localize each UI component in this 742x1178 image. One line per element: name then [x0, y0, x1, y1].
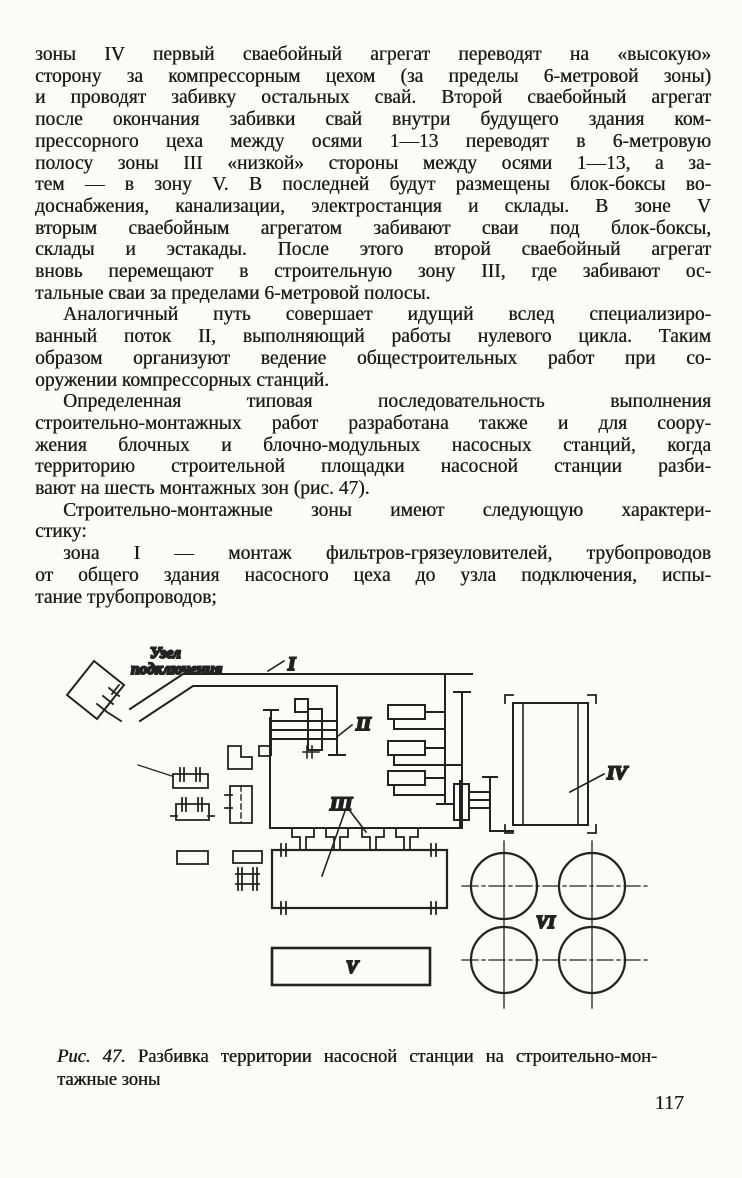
text-line: доснабжения, канализации, электростанция и склады. В зоне V [35, 195, 711, 217]
figure-47-diagram [0, 628, 742, 1040]
text-line: оружении компрессорных станций. [35, 369, 329, 391]
zone-iii-building [272, 811, 447, 914]
text-line: полосу зоны III «низкой» стороны между осями 1—13, а за- [35, 152, 711, 174]
node-label-line1: Узел [150, 645, 181, 662]
text-line: образом организуют ведение общестроительных работ при со- [35, 347, 711, 369]
connection-node-building [67, 661, 124, 721]
text-block [35, 44, 711, 608]
caption-line2: тажные зоны [57, 1070, 161, 1090]
text-line: после окончания забивки свай внутри будущего здания ком- [35, 109, 711, 131]
text-line: вторым сваебойным агрегатом забивают сваи под блок-боксы, [35, 217, 711, 239]
zone-ii-label: II [356, 714, 371, 735]
equipment-symbols [138, 746, 262, 890]
zone-v-label: V [346, 957, 359, 977]
text-line: и проводят забивку остальных свай. Второй сваебойный агрегат [35, 87, 711, 109]
text-line: строительно-монтажных работ разработана также и для соору- [35, 412, 711, 434]
text-line: тание трубопроводов; [35, 586, 217, 608]
text-line: склады и эстакады. После этого второй сваебойный агрегат [35, 239, 711, 261]
text-line: зона I — монтаж фильтров-грязеуловителей, трубопроводов [63, 543, 711, 565]
text-line: ванный поток II, выполняющий работы нулевого цикла. Таким [35, 326, 711, 348]
caption-text: Разбивка территории насосной станции на строительно-мон- [137, 1047, 658, 1067]
text-line: Определенная типовая последовательность выполнения [63, 391, 711, 413]
text-line: от общего здания насосного цеха до узла подключения, испы- [35, 564, 711, 586]
text-line: тальные сваи за пределами 6-метровой полосы. [35, 282, 431, 304]
text-line: территорию строительной площадки насосной станции разби- [35, 456, 711, 478]
text-line: Аналогичный путь совершает идущий вслед специализиро- [63, 304, 711, 326]
zone-iv-outline [505, 695, 604, 833]
text-line: Строительно-монтажные зоны имеют следующую характери- [63, 499, 711, 521]
caption-figure-ref: Рис. 47. [57, 1047, 126, 1067]
text-line: стику: [35, 521, 87, 543]
text-line: тем — в зону V. В последней будут размещены блок-боксы во- [35, 174, 711, 196]
node-label-line2: подключения [131, 661, 223, 678]
zone-iv-label: IV [607, 763, 628, 784]
caption-line1 [57, 1046, 657, 1069]
text-line: вают на шесть монтажных зон (рис. 47). [35, 478, 370, 500]
zone-i-label: I [288, 654, 296, 675]
zone-ii-assembly [264, 699, 352, 758]
block-box-manifold [388, 674, 470, 828]
text-line: жения блочных и блочно-модульных насосных станций, когда [35, 434, 711, 456]
zone-vi-label: VI [536, 912, 556, 932]
text-line: сторону за компрессорным цехом (за пределы 6-метровой зоны) [35, 65, 711, 87]
figure-caption [57, 1046, 657, 1092]
pile-claw-row [292, 828, 418, 850]
page-number: 117 [654, 1092, 684, 1114]
text-line: зоны IV первый сваебойный агрегат переводят на «высокую» [35, 44, 711, 65]
text-line: вновь перемещают в строительную зону III, где забивают ос- [35, 261, 711, 283]
text-line: прессорного цеха между осями 1—13 переводят в 6-метровую [35, 130, 711, 152]
zone-iii-label: III [330, 794, 353, 815]
